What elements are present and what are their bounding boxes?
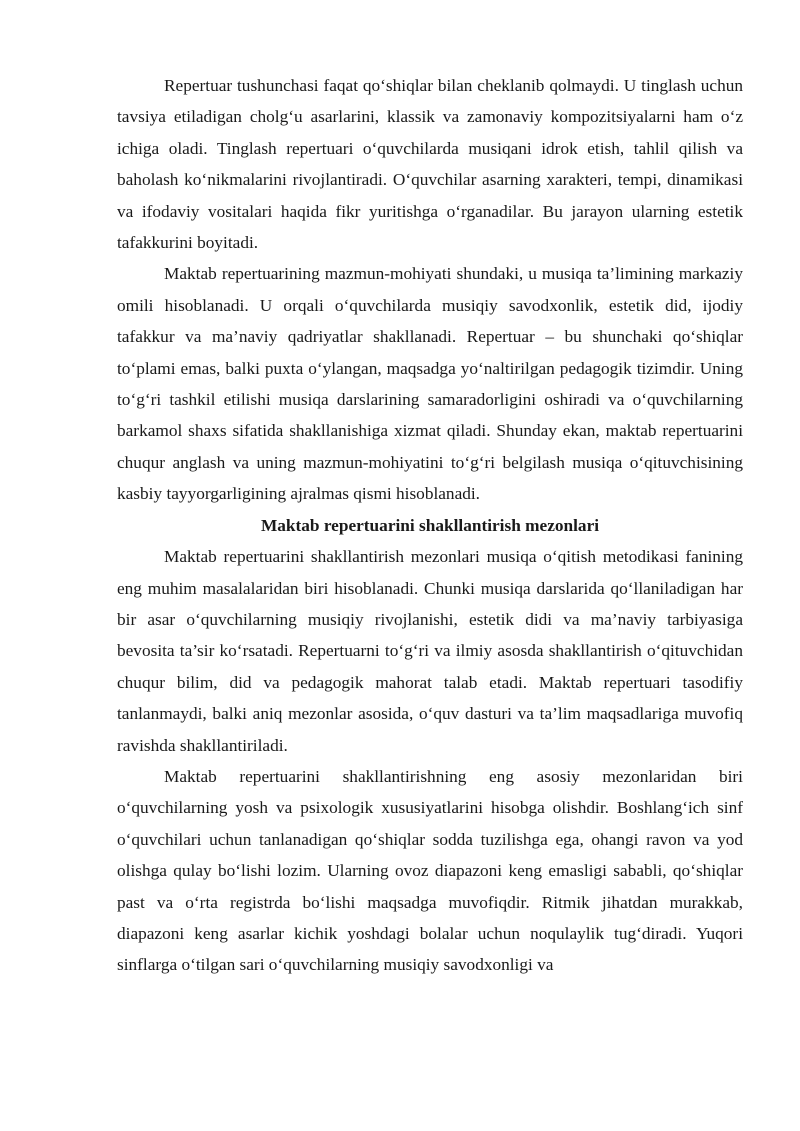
paragraph-repertoire-essence: Maktab repertuarining mazmun-mohiyati shundaki, u musiqa ta’limining markaziy omili hisoblanadi. U orqali o‘quvchilarda musiqiy savodxonlik, estetik did, ijodiy tafakkur va ma’naviy qadriyatlar shakllanadi. Repertuar – bu shunchaki qo‘shiqlar to‘plami emas, balki puxta o‘ylangan, maqsadga yo‘naltirilgan pedagogik tizimdir. Uning to‘g‘ri tashkil etilishi musiqa darslarining samaradorligini oshiradi va o‘quvchilarning barkamol shaxs sifatida shakllanishiga xizmat qiladi. Shunday ekan, maktab repertuarini chuqur anglash va uning mazmun-mohiyatini to‘g‘ri belgilash musiqa o‘qituvchisining kasbiy tayyorgarligining ajralmas qismi hisoblanadi.: [117, 264, 743, 504]
paragraph-age-criteria: Maktab repertuarini shakllantirishning eng asosiy mezonlaridan biri o‘quvchilarning yosh va psixologik xususiyatlarini hisobga olishdir. Boshlang‘ich sinf o‘quvchilari uchun tanlanadigan qo‘shiqlar sodda tuzilishga ega, ohangi ravon va yod olishga qulay bo‘lishi lozim. Ularning ovoz diapazoni keng emasligi sababli, qo‘shiqlar past va o‘rta registrda bo‘lishi maqsadga muvofiqdir. Ritmik jihatdan murakkab, diapazoni keng asarlar kichik yoshdagi bolalar uchun noqulaylik tug‘diradi. Yuqori sinflarga o‘tilgan sari o‘quvchilarning musiqiy savodxonligi va: [117, 766, 743, 975]
paragraph-criteria-intro: Maktab repertuarini shakllantirish mezonlari musiqa o‘qitish metodikasi fanining eng muhim masalalaridan biri hisoblanadi. Chunki musiqa darslarida qo‘llaniladigan har bir asar o‘quvchilarning musiqiy rivojlanishi, estetik didi va ma’naviy tarbiyasiga bevosita ta’sir ko‘rsatadi. Repertuarni to‘g‘ri va ilmiy asosda shakllantirish o‘qituvchidan chuqur bilim, did va pedagogik mahorat talab etadi. Maktab repertuari tasodifiy tanlanmaydi, balki aniq mezonlar asosida, o‘quv dasturi va ta’lim maqsadlariga muvofiq ravishda shakllantiriladi.: [117, 547, 743, 755]
section-heading: Maktab repertuarini shakllantirish mezonlari: [260, 515, 600, 535]
paragraph-listening-repertoire: Repertuar tushunchasi faqat qo‘shiqlar bilan cheklanib qolmaydi. U tinglash uchun tavsiya etiladigan cholg‘u asarlarini, klassik va zamonaviy kompozitsiyalarni ham o‘z ichiga oladi. Tinglash repertuari o‘quvchilarda musiqani idrok etish, tahlil qilish va baholash ko‘nikmalarini rivojlantiradi. O‘quvchilar asarning xarakteri, tempi, dinamikasi va ifodaviy vositalari haqida fikr yuritishga o‘rganadilar. Bu jarayon ularning estetik tafakkurini boyitadi.: [117, 76, 743, 253]
